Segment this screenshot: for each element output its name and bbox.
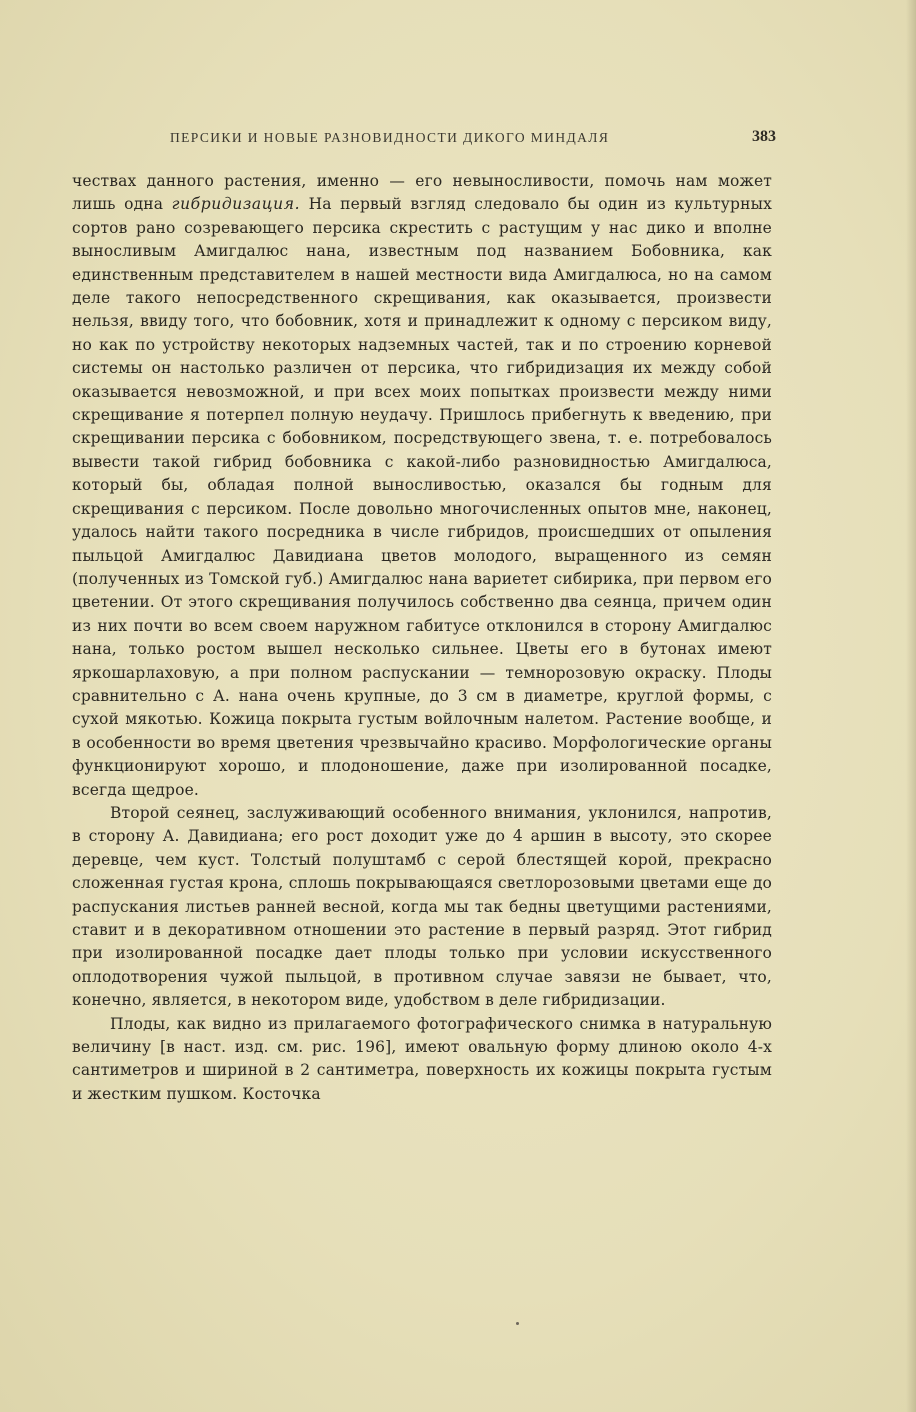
paragraph-1-start: чествах данного растения, именно — его невыносливости, помочь нам может лишь одна (72, 172, 772, 214)
paper-speck (516, 1322, 519, 1325)
emphasis-hybridization: гибридизация. (171, 195, 301, 214)
page-header (70, 128, 776, 152)
page-number: 383 (752, 128, 776, 145)
body-text (72, 170, 772, 1106)
paragraph-3: Плоды, как видно из прилагаемого фотографического снимка в натуральную величину [в наст. изд. см. рис. 196], имеют овальную форму длиною около 4-х сантиметров и шириной в 2 сантиметра, поверхность их кожицы покрыта густым и жестким пушком. Косточка (72, 1014, 772, 1103)
page-edge-shadow (906, 0, 916, 1412)
running-head: ПЕРСИКИ И НОВЫЕ РАЗНОВИДНОСТИ ДИКОГО МИНДАЛЯ (170, 130, 610, 145)
paragraph-2: Второй сеянец, заслуживающий особенного внимания, уклонился, напротив, в сторону А. Давидиана; его рост доходит уже до 4 аршин в высоту, это скорее деревце, чем куст. Толстый полуштамб с серой блестящей корой, прекрасно сложенная густая крона, сплошь покрывающаяся светлорозовыми цветами еще до распускания листьев ранней весной, когда мы так бедны цветущими растениями, ставит и в декоративном отношении это растение в первый разряд. Этот гибрид при изолированной посадке дает плоды только при условии искусственного оплодотворения чужой пыльцой, в противном случае завязи не бывает, что, конечно, является, в некотором виде, удобством в деле гибридизации. (72, 803, 772, 1010)
paragraph-1 (72, 170, 772, 802)
paragraph-1-rest: На первый взгляд следовало бы один из культурных сортов рано созревающего персика скрестить с растущим у нас дико и вполне выносливым Амигдалюс нана, известным под названием Бобовника, как единственным представителем в нашей местности вида Амигдалюса, но на самом деле такого непосредственного скрещивания, как оказывается, произвести нельзя, ввиду того, что бобовник, хотя и принадлежит к одному с персиком виду, но как по устройству некоторых надземных частей, так и по строению корневой системы он настолько различен от персика, что гибридизация их между собой оказывается невозможной, и при всех моих попытках произвести между ними скрещивание я потерпел полную неудачу. Пришлось прибегнуть к введению, при скрещивании персика с бобовником, посредствующего звена, т. е. потребовалось вывести такой гибрид бобовника с какой-либо разновидностью Амигдалюса, который бы, обладая полной выносливостью, оказался бы годным для скрещивания с персиком. После довольно многочисленных опытов мне, наконец, удалось найти такого посредника в числе гибридов, происшедших от опыления пыльцой Амигдалюс Давидиана цветов молодого, выращенного из семян (полученных из Томской губ.) Амигдалюс нана вариетет сибирика, при первом его цветении. От этого скрещивания получилось собственно два сеянца, причем один из них почти во всем своем наружном габитусе отклонился в сторону Амигдалюс нана, только ростом вышел несколько сильнее. Цветы его в бутонах имеют яркошарлаховую, а при полном распускании — темнорозовую окраску. Плоды сравнительно с А. нана очень крупные, до 3 см в диаметре, круглой формы, с сухой мякотью. Кожица покрыта густым войлочным налетом. Растение вообще, и в особенности во время цветения чрезвычайно красиво. Морфологические органы функционируют хорошо, и плодоношение, даже при изолированной посадке, всегда щедрое. (72, 195, 772, 799)
